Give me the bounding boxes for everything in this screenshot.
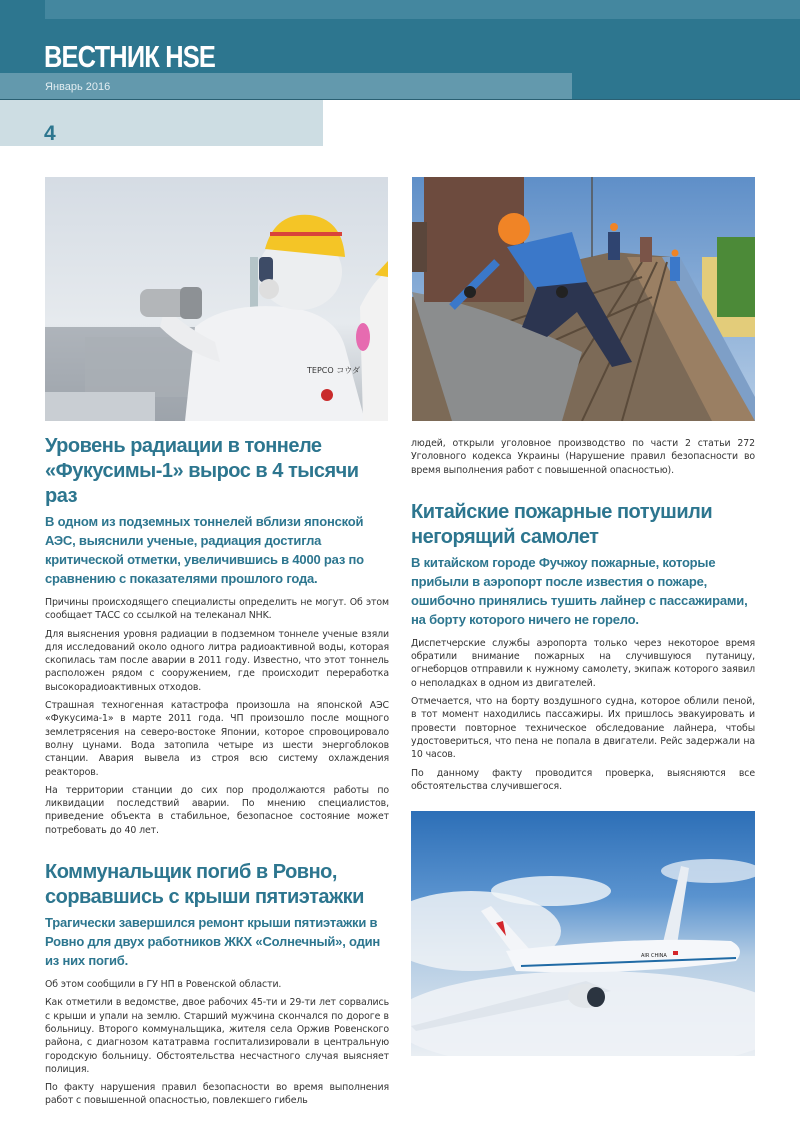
article-paragraph: Страшная техногенная катастрофа произошла на японской АЭС «Фукусима-1» в марте 2011 года. ЧП произошло после мощного землетрясения на северо-востоке Японии, которое спровоцировало волну цунами. Вода затопила четыре из шести энергоблоков станции. Авария вывела из строя всю систему охлаждения реакторов. [45,700,389,778]
photo-worker-in-hazmat-suit-icon [45,177,388,421]
right-column [411,437,755,798]
article-paragraph: Об этом сообщили в ГУ НП в Ровенской области. [45,979,282,991]
article-paragraph: По факту нарушения правил безопасности во время выполнения работ с повышенной опасностью, повлекшего гибель [45,1082,389,1107]
article-spacer [45,842,389,860]
article-fuzhou [411,500,755,793]
article-headline: Коммунальщик погиб в Ровно, сорвавшись с крыши пятиэтажки [45,861,364,909]
article-paragraph: По данному факту проводится проверка, выясняются все обстоятельства случившегося. [411,767,755,792]
article-lead: В китайском городе Фучжоу пожарные, которые прибыли в аэропорт после известия о пожаре, ошибочно принялись тушить лайнер с пассажирами, на борту которого ничего не горело. [411,554,748,627]
airline-lettering: AIR CHINA [641,953,667,959]
masthead-top-band [45,0,800,19]
left-column [45,434,389,1113]
article-paragraph: Причины происходящего специалисты определить не могут. Об этом сообщает ТАСС со ссылкой на телеканал NHK. [45,597,389,622]
article-headline: Уровень радиации в тоннеле «Фукусимы-1» вырос в 4 тысячи раз [45,435,359,507]
issue-date: Январь 2016 [45,81,111,93]
page-number: 4 [44,122,56,145]
article-paragraph: Как отметили в ведомстве, двое рабочих 45-ти и 29-ти лет сорвались с крыши и упали на землю. Старший мужчина скончался по дороге в больницу. Второго коммунальщика, жителя села Оржив Ровенского района, с диагнозом кататравма госпитализировали в центральную городскую больницу. Обстоятельства несчастного случая выясняет полиция. [45,997,389,1075]
suit-lettering: TEPCO コウダ [307,366,361,375]
article-paragraph: Отмечается, что на борту воздушного судна, которое облили пеной, в тот момент находились пассажиры. Их пришлось эвакуировать и провести повторное техническое обследование лайнера, чтобы удостовериться, что пена не попала в двигатели. Рейс задержали на 10 часов. [411,696,755,761]
article-headline: Китайские пожарные потушили негорящий самолет [411,500,713,548]
article-lead: Трагически завершился ремонт крыши пятиэтажки в Ровно для двух работников ЖКХ «Солнечный», один из них погиб. [45,915,381,969]
photo-roof-repair-workers-icon [412,177,755,421]
article-paragraph: На территории станции до сих пор продолжаются работы по ликвидации последствий аварии. По мнению специалистов, приведение объекта в стабильное, безопасное состояние может потребовать до 40 лет. [45,784,389,836]
masthead [0,0,800,99]
photo-air-china-airliner-icon [411,811,755,1056]
article-fukushima [45,434,389,837]
article-lead: В одном из подземных тоннелей вблизи японской АЭС, выяснили ученые, радиация достигла критической отметки, увеличившись в 4000 раз по сравнению с показателями прошлого года. [45,514,364,586]
article-paragraph-continued: людей, открыли уголовное производство по части 2 статьи 272 Уголовного кодекса Украины (Нарушение правил безопасности во время выполнения работ с повышенной опасностью). [411,438,755,476]
article-paragraph: Диспетчерские службы аэропорта только через некоторое время обратили внимание пожарных на случившуюся путаницу, огнеборцов отправили к нужному самолету, экипаж которого заявил о неполадках в одном из двигателей. [411,637,755,689]
article-paragraph: Для выяснения уровня радиации в подземном тоннеле ученые взяли для исследований около одного литра радиоактивной воды, которая скопилась там после аварии в 2011 году. Известно, что этот тоннель расположен рядом с сооружением, где происходит переработка высокорадиоактивных отходов. [45,628,389,693]
article-spacer [411,482,755,500]
article-rivne [45,860,389,1108]
publication-title: ВЕСТНИК HSE [44,39,216,74]
